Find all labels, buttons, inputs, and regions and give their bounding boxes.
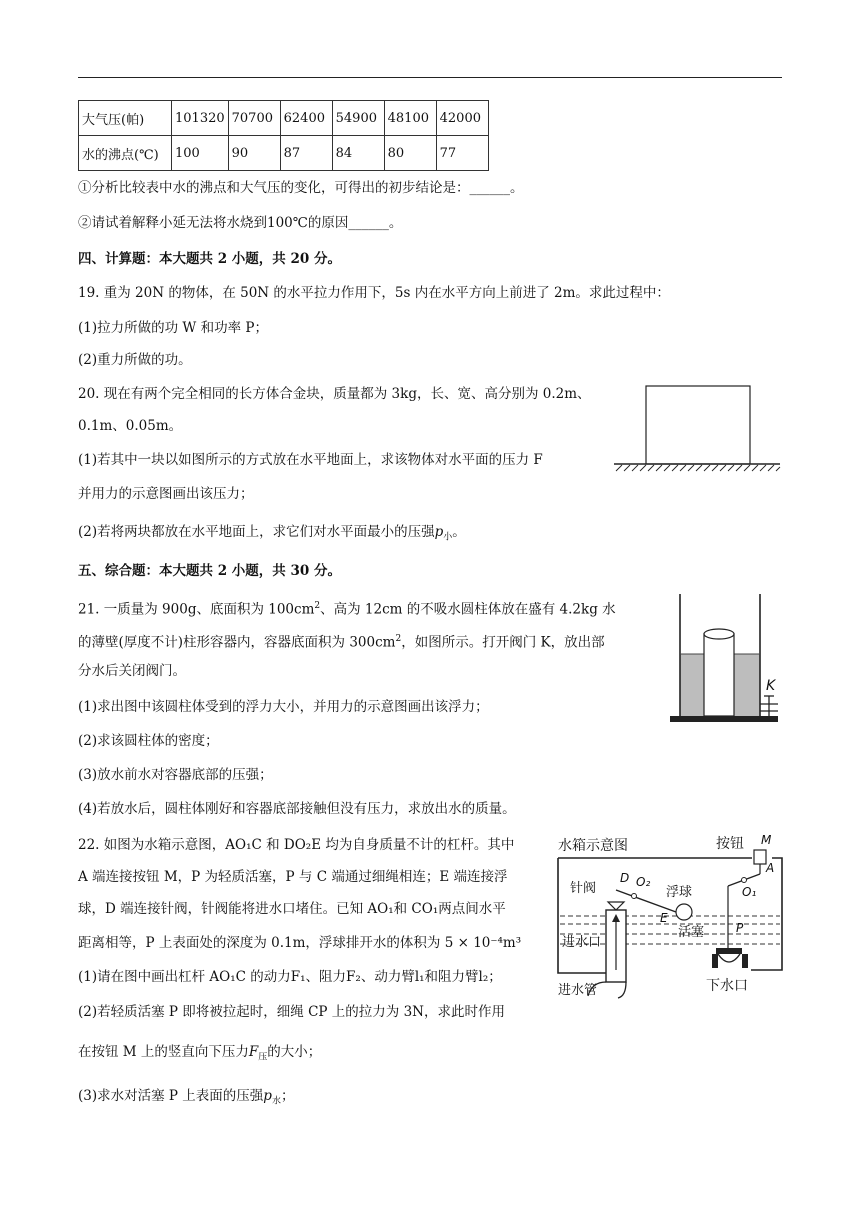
q22-sub3 [78, 1087, 294, 1111]
table-cell: 水的沸点(℃) [79, 136, 172, 171]
q18-sub2: ②请试着解释小延无法将水烧到100℃的原因______。 [78, 215, 403, 231]
q21-sub4: (4)若放水后，圆柱体刚好和容器底部接触但没有压力，求放出水的质量。 [78, 801, 516, 817]
section-5-heading: 五、综合题：本大题共 2 小题，共 30 分。 [78, 563, 341, 579]
q20-sub2-text: (2)若将两块都放在水平地面上，求它们对水平面最小的压强 [78, 524, 435, 540]
section-4-heading: 四、计算题：本大题共 2 小题，共 20 分。 [78, 251, 341, 267]
q20-line2: 0.1m、0.05m。 [78, 418, 183, 434]
container-base [670, 716, 778, 722]
table-cell: 48100 [384, 101, 436, 136]
outlet-right-block [742, 954, 748, 968]
q22-sub2b-text: 在按钮 M 上的竖直向下压力 [78, 1044, 249, 1060]
label-a: A [766, 861, 775, 875]
q22-sub3-text: (3)求水对活塞 P 上表面的压强 [78, 1088, 264, 1104]
table-cell: 42000 [436, 101, 488, 136]
q22-sub2a: (2)若轻质活塞 P 即将被拉起时，细绳 CP 上的拉力为 3N，求此时作用 [78, 1004, 505, 1020]
q20-sub2 [78, 523, 466, 547]
alloy-block [646, 386, 750, 464]
q19-sub1: (1)拉力所做的功 W 和功率 P； [78, 320, 268, 336]
q21-line2 [78, 630, 605, 652]
superscript-2: 2 [395, 634, 402, 644]
table-cell: 87 [280, 136, 332, 171]
q21-line1 [78, 597, 616, 619]
cylinder-top [704, 629, 734, 639]
q22-water-tank-figure [556, 830, 784, 1000]
q20-sub1a: (1)若其中一块以如图所示的方式放在水平地面上，求该物体对水平面的压力 F [78, 452, 543, 468]
q22-sub2b [78, 1043, 321, 1067]
table-cell: 大气压(帕) [79, 101, 172, 136]
q22-sub1: (1)请在图中画出杠杆 AO₁C 的动力F₁、阻力F₂、动力臂l₁和阻力臂l₂； [78, 969, 502, 985]
symbol-p: p [434, 524, 444, 540]
label-p: P [736, 921, 744, 935]
table-cell: 77 [436, 136, 488, 171]
table-row [79, 101, 489, 136]
q22-line3: 球，D 端连接针阀，针阀能将进水口堵住。已知 AO₁和 CO₁两点间水平 [78, 901, 506, 917]
needle-valve [608, 902, 624, 910]
float-ball-label: 浮球 [666, 885, 693, 900]
figure-title: 水箱示意图 [558, 838, 628, 854]
superscript-2: 2 [314, 601, 321, 611]
q22-sub2b-end: 的大小； [267, 1044, 322, 1060]
table-cell: 80 [384, 136, 436, 171]
symbol-p: p [263, 1088, 272, 1104]
q21-line2-a: 的薄壁(厚度不计)柱形容器内，容器底面积为 300cm [78, 634, 396, 651]
q20-block-figure [612, 380, 784, 472]
ground-hatching [616, 465, 780, 471]
q19-stem: 19. 重为 20N 的物体，在 50N 的水平拉力作用下，5s 内在水平方向上前进了 2m。求此过程中： [78, 285, 670, 301]
q20-line1: 20. 现在有两个完全相同的长方体合金块，质量都为 3kg，长、宽、高分别为 0.2m、 [78, 386, 591, 402]
button-m [754, 850, 766, 864]
q21-line1-a: 21. 一质量为 900g、底面积为 100cm [78, 601, 315, 618]
table-cell: 84 [332, 136, 384, 171]
button-label: 按钮 [716, 836, 744, 852]
q21-sub2: (2)求该圆柱体的密度； [78, 733, 219, 749]
cylinder-body [704, 634, 734, 716]
outlet-left-block [712, 954, 718, 968]
label-m: M [761, 833, 772, 847]
q22-sub3-end: ； [280, 1088, 295, 1104]
outlet-label: 下水口 [706, 978, 748, 994]
piston-label: 活塞 [678, 925, 705, 940]
pressure-boiling-table [78, 100, 489, 171]
q18-sub1: ①分析比较表中水的沸点和大气压的变化，可得出的初步结论是：______。 [78, 180, 524, 196]
symbol-f: F [248, 1044, 259, 1060]
q21-line2-b: ，如图所示。打开阀门 K，放出部 [401, 634, 605, 651]
outlet-bowl [718, 954, 740, 962]
table-cell: 90 [228, 136, 280, 171]
table-cell: 70700 [228, 101, 280, 136]
inlet-label: 进水口 [562, 935, 602, 950]
q21-sub1: (1)求出图中该圆柱体受到的浮力大小，并用力的示意图画出该浮力； [78, 699, 489, 715]
table-cell: 100 [172, 136, 229, 171]
piston-p [716, 948, 742, 954]
q21-line1-b: 、高为 12cm 的不吸水圆柱体放在盛有 4.2kg 水 [320, 601, 616, 618]
label-o2: O₂ [636, 875, 651, 889]
subscript-water: 水 [271, 1096, 281, 1107]
q22-line4: 距离相等，P 上表面处的深度为 0.1m，浮球排开水的体积为 5 × 10⁻⁴m³ [78, 935, 522, 951]
subscript-press: 压 [258, 1052, 268, 1063]
table-cell: 62400 [280, 101, 332, 136]
inlet-pipe-curve-inner [618, 982, 626, 998]
q21-sub3: (3)放水前水对容器底部的压强； [78, 767, 273, 783]
q21-line3: 分水后关闭阀门。 [78, 663, 186, 679]
table-row [79, 136, 489, 171]
q22-line1: 22. 如图为水箱示意图，AO₁C 和 DO₂E 均为自身质量不计的杠杆。其中 [78, 837, 515, 853]
subscript-small: 小 [443, 532, 453, 543]
table-cell: 54900 [332, 101, 384, 136]
q20-sub1b: 并用力的示意图画出该压力； [78, 486, 254, 502]
label-o1: O₁ [742, 885, 757, 899]
needle-valve-label: 针阀 [570, 881, 597, 896]
valve-label-k: K [766, 678, 776, 694]
label-d: D [620, 871, 630, 885]
inlet-pipe-label: 进水管 [558, 983, 598, 998]
float-ball [676, 904, 692, 920]
label-e: E [660, 911, 668, 925]
q22-line2: A 端连接按钮 M，P 为轻质活塞，P 与 C 端通过细绳相连；E 端连接浮 [78, 869, 508, 885]
pivot-o2 [632, 894, 637, 899]
q20-sub2-end: 。 [452, 524, 466, 540]
header-rule [78, 77, 782, 78]
q21-container-figure [668, 594, 782, 724]
pivot-o1 [742, 878, 747, 883]
table-cell: 101320 [172, 101, 229, 136]
q19-sub2: (2)重力所做的功。 [78, 352, 192, 368]
